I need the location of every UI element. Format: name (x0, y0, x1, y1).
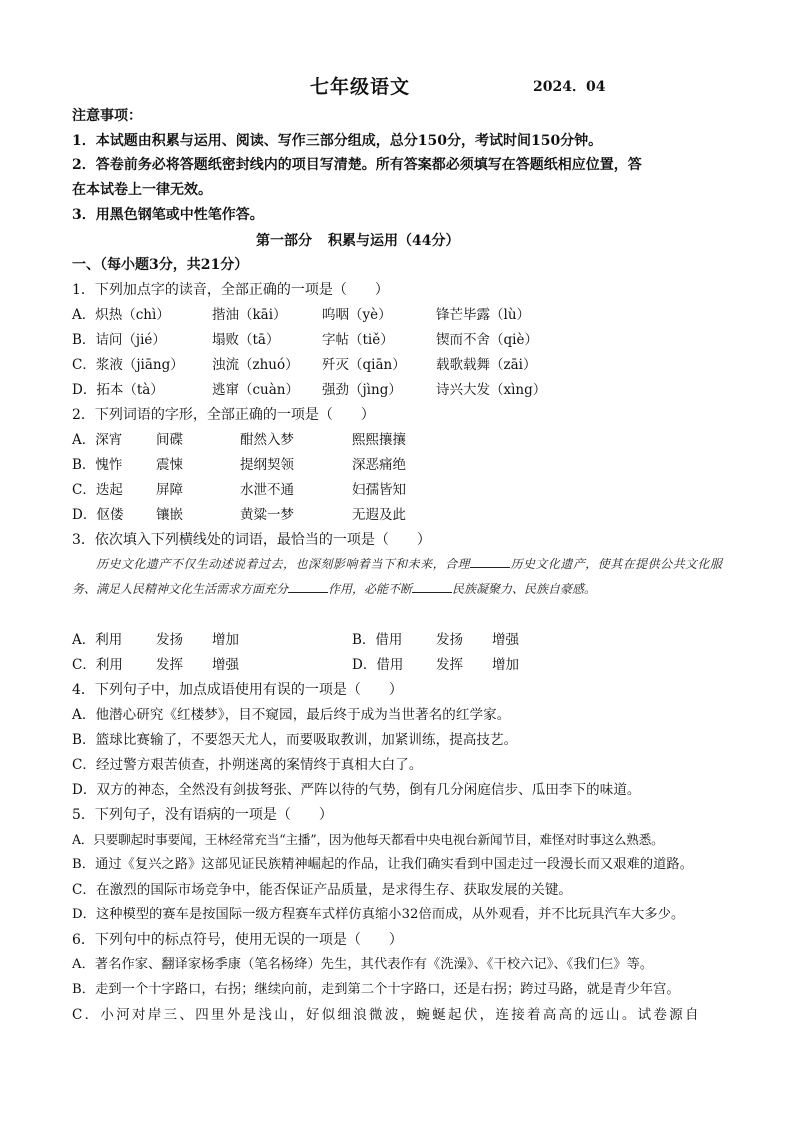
option-cell: 强劲（jìng） (322, 382, 402, 398)
question-stem: 3．依次填入下列横线处的词语，最恰当的一项是（ ） (72, 532, 431, 548)
question-stem: 1．下列加点字的读音，全部正确的一项是（ ） (72, 282, 389, 298)
option-cell: 水泄不通 (240, 482, 294, 498)
option-cell: 增强 (492, 632, 519, 648)
option-cell: 发扬 (156, 632, 183, 648)
section-name: 积累与运用（44分） (328, 233, 460, 249)
option-cell: 塌败（tā） (212, 332, 280, 348)
question-stem: 6．下列句中的标点符号，使用无误的一项是（ ） (72, 932, 403, 948)
option-line: D．这种模型的赛车是按国际一级方程赛车式样仿真缩小32倍而成，从外观看，并不比玩具汽车大多少。 (72, 907, 685, 922)
option-cell: 浊流（zhuó） (212, 357, 299, 373)
notice-item: 1．本试题由积累与运用、阅读、写作三部分组成，总分150分，考试时间150分钟。 (72, 133, 603, 149)
option-cell: 深恶痛绝 (352, 457, 406, 473)
option-cell: A．利用 (72, 632, 123, 648)
passage-text: 历史文化遗产，使其在提供公共文化服务、满足人民精神文化生活需求方面充分 (72, 557, 722, 596)
option-line: B．走到一个十字路口，右拐；继续向前，走到第二个十字路口，还是右拐；跨过马路，就是青少年宫。 (72, 982, 680, 997)
group-heading: 一、（每小题3分，共21分） (72, 257, 249, 273)
option-cell: 妇孺皆知 (352, 482, 406, 498)
option-cell: 提纲契领 (240, 457, 294, 473)
reading-passage (72, 552, 722, 602)
option-line: C．经过警方艰苦侦查，扑朔迷离的案情终于真相大白了。 (72, 757, 423, 773)
option-cell: 揩油（kāi） (212, 307, 287, 323)
section-part: 第一部分 (256, 233, 312, 249)
page-title: 七年级语文 (310, 76, 411, 98)
question-stem: 5．下列句子，没有语病的一项是（ ） (72, 807, 333, 823)
option-line: D．双方的神态，全然没有剑拔弩张、严阵以待的气势，倒有几分闲庭信步、瓜田李下的味道。 (72, 782, 641, 798)
question-stem: 2．下列词语的字形，全部正确的一项是（ ） (72, 407, 375, 423)
passage-text: 民族凝聚力、民族自豪感。 (452, 582, 597, 596)
option-line: A．他潜心研究《红楼梦》，目不窥园，最后终于成为当世著名的红学家。 (72, 707, 511, 723)
option-cell: B．诘问（jié） (72, 332, 166, 348)
notice-item: 2．答卷前务必将答题纸密封线内的项目写清楚。所有答案都必须填写在答题纸相应位置，答 (72, 157, 642, 173)
option-line: B．通过《复兴之路》这部见证民族精神崛起的作品，让我们确实看到中国走过一段漫长而又艰难的道路。 (72, 857, 694, 872)
option-line: A．著名作家、翻译家杨季康（笔名杨绛）先生，其代表作有《洗澡》、《干校六记》、《我们仨》等。 (72, 957, 654, 972)
option-cell: C．浆液（jiāng） (72, 357, 184, 373)
option-line: A．只要聊起时事要闻，王林经常充当“主播”，因为他每天都看中央电视台新闻节目，难怪对时事这么熟悉。 (72, 832, 664, 847)
option-cell: 逃窜（cuàn） (212, 382, 299, 398)
option-cell: 增加 (212, 632, 239, 648)
option-cell: 酣然入梦 (240, 432, 294, 448)
option-cell: 载歌载舞（zāi） (436, 357, 537, 373)
option-cell: A．深宵 (72, 432, 123, 448)
option-cell: B．愧怍 (72, 457, 123, 473)
fill-blank (288, 580, 328, 593)
option-cell: 增加 (492, 657, 519, 673)
fill-blank (412, 580, 452, 593)
option-line: B．篮球比赛输了，不要怨天尤人，而要吸取教训，加紧训练，提高技艺。 (72, 732, 518, 748)
option-cell: 发挥 (436, 657, 463, 673)
option-cell: 熙熙攘攘 (352, 432, 406, 448)
option-cell: D．拓本（tà） (72, 382, 164, 398)
option-cell: 震悚 (156, 457, 183, 473)
option-cell: 间碟 (156, 432, 183, 448)
option-cell: 发扬 (436, 632, 463, 648)
option-cell: 黄粱一梦 (240, 507, 294, 523)
notice-item: 在本试卷上一律无效。 (72, 182, 212, 198)
exam-date: 2024．04 (533, 79, 606, 95)
notice-item: 3．用黑色钢笔或中性笔作答。 (72, 207, 264, 223)
option-cell: 发挥 (156, 657, 183, 673)
option-cell: 无遐及此 (352, 507, 406, 523)
option-line: C．在激烈的国际市场竞争中，能否保证产品质量，是求得生存、获取发展的关键。 (72, 882, 573, 898)
fill-blank (470, 555, 510, 568)
passage-text: 历史文化遗产不仅生动述说着过去，也深刻影响着当下和未来，合理 (96, 557, 471, 571)
option-cell: C．利用 (72, 657, 123, 673)
passage-text: 作用，必能不断 (328, 582, 413, 596)
option-cell: 增强 (212, 657, 239, 673)
option-cell: D．借用 (352, 657, 404, 673)
question-stem: 4．下列句子中，加点成语使用有误的一项是（ ） (72, 682, 403, 698)
option-cell: 锲而不舍（qiè） (436, 332, 538, 348)
option-line: C．小河对岸三、四里外是浅山，好似细浪微波，蜿蜒起伏，连接着高高的远山。试卷源自 (72, 1007, 701, 1023)
option-cell: 字帖（tiě） (322, 332, 394, 348)
option-cell: 锋芒毕露（lù） (436, 307, 531, 323)
option-cell: 呜咽（yè） (322, 307, 392, 323)
option-cell: 屏障 (156, 482, 183, 498)
option-cell: A．炽热（chì） (72, 307, 170, 323)
section-heading (256, 230, 475, 250)
notice-heading: 注意事项： (72, 108, 142, 124)
option-cell: 诗兴大发（xìng） (436, 382, 547, 398)
option-cell: C．迭起 (72, 482, 123, 498)
option-cell: D．伛偻 (72, 507, 124, 523)
option-cell: 镶嵌 (156, 507, 183, 523)
option-cell: 歼灭（qiān） (322, 357, 406, 373)
option-cell: B．借用 (352, 632, 403, 648)
